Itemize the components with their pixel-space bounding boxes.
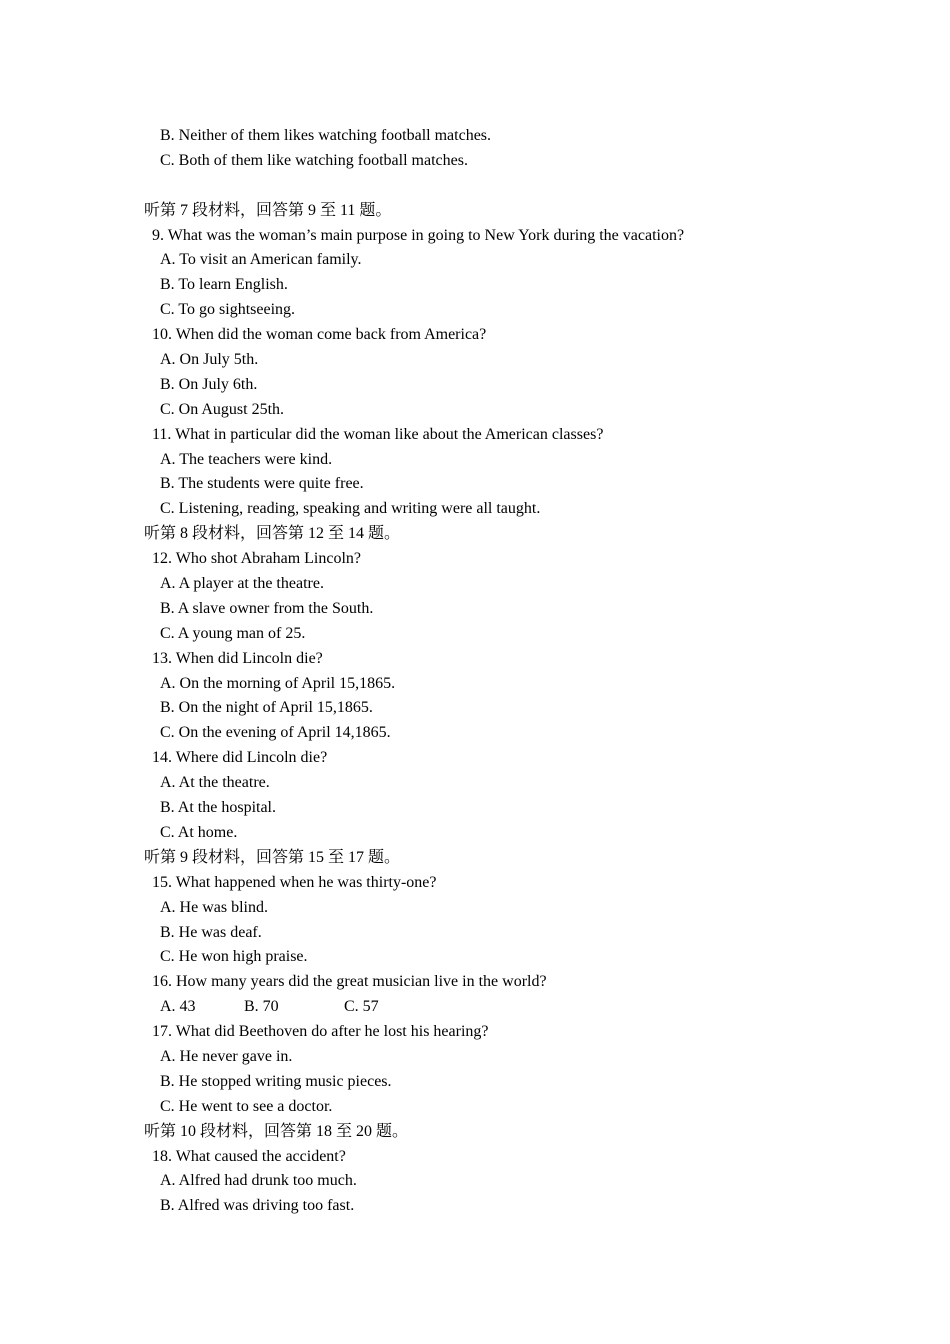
option-line: C. On August 25th. xyxy=(160,400,285,418)
option-line: A. He never gave in. xyxy=(160,1047,293,1065)
option-line: A. Alfred had drunk too much. xyxy=(160,1172,357,1190)
option-line: A. The teachers were kind. xyxy=(160,450,333,468)
option-line: C. He went to see a doctor. xyxy=(160,1097,333,1115)
option-line: A. To visit an American family. xyxy=(160,251,362,269)
option-line: B. He stopped writing music pieces. xyxy=(160,1072,392,1090)
option-line: B. Neither of them likes watching football matches. xyxy=(160,127,492,144)
option-line: B. To learn English. xyxy=(160,276,288,294)
question-text: 10. When did the woman come back from America? xyxy=(152,326,487,344)
option-b: B. 70 xyxy=(244,998,279,1016)
section-heading: 听第 7 段材料，回答第 9 至 11 题。 xyxy=(144,201,392,219)
question-text: 12. Who shot Abraham Lincoln? xyxy=(152,550,361,568)
option-line: A. A player at the theatre. xyxy=(160,575,324,593)
option-c: C. 57 xyxy=(344,998,379,1016)
option-line: B. On the night of April 15,1865. xyxy=(160,699,373,717)
option-line: C. He won high praise. xyxy=(160,948,308,966)
document-page xyxy=(0,124,950,1219)
option-line: B. Alfred was driving too fast. xyxy=(160,1197,355,1215)
option-line: A. On the morning of April 15,1865. xyxy=(160,674,396,692)
question-text: 15. What happened when he was thirty-one? xyxy=(152,873,437,891)
option-line: A. At the theatre. xyxy=(160,774,270,792)
option-line: A. On July 5th. xyxy=(160,351,259,369)
option-line: C. At home. xyxy=(160,823,238,841)
option-line: B. At the hospital. xyxy=(160,799,276,817)
option-line: C. Listening, reading, speaking and writing were all taught. xyxy=(160,500,541,518)
option-line: C. A young man of 25. xyxy=(160,624,306,642)
option-line: A. He was blind. xyxy=(160,898,268,916)
question-text: 14. Where did Lincoln die? xyxy=(152,749,328,767)
question-text: 11. What in particular did the woman like about the American classes? xyxy=(152,425,604,443)
option-line: B. The students were quite free. xyxy=(160,475,364,493)
question-text: 18. What caused the accident? xyxy=(152,1147,346,1165)
section-heading: 听第 10 段材料，回答第 18 至 20 题。 xyxy=(144,1122,409,1140)
inline-options-row xyxy=(0,995,950,1020)
option-line: B. On July 6th. xyxy=(160,375,258,393)
option-line: C. Both of them like watching football matches. xyxy=(160,151,468,169)
question-text: 9. What was the woman’s main purpose in going to New York during the vacation? xyxy=(152,226,685,244)
option-line: C. On the evening of April 14,1865. xyxy=(160,724,391,742)
option-line: B. A slave owner from the South. xyxy=(160,599,374,617)
option-a: A. 43 xyxy=(160,998,196,1016)
question-text: 16. How many years did the great musician live in the world? xyxy=(152,973,547,991)
option-line: C. To go sightseeing. xyxy=(160,301,296,319)
question-text: 13. When did Lincoln die? xyxy=(152,649,323,667)
question-text: 17. What did Beethoven do after he lost his hearing? xyxy=(152,1023,489,1041)
section-heading: 听第 8 段材料，回答第 12 至 14 题。 xyxy=(144,525,401,543)
section-heading: 听第 9 段材料，回答第 15 至 17 题。 xyxy=(144,848,401,866)
blank-line xyxy=(0,174,950,199)
option-line: B. He was deaf. xyxy=(160,923,262,941)
